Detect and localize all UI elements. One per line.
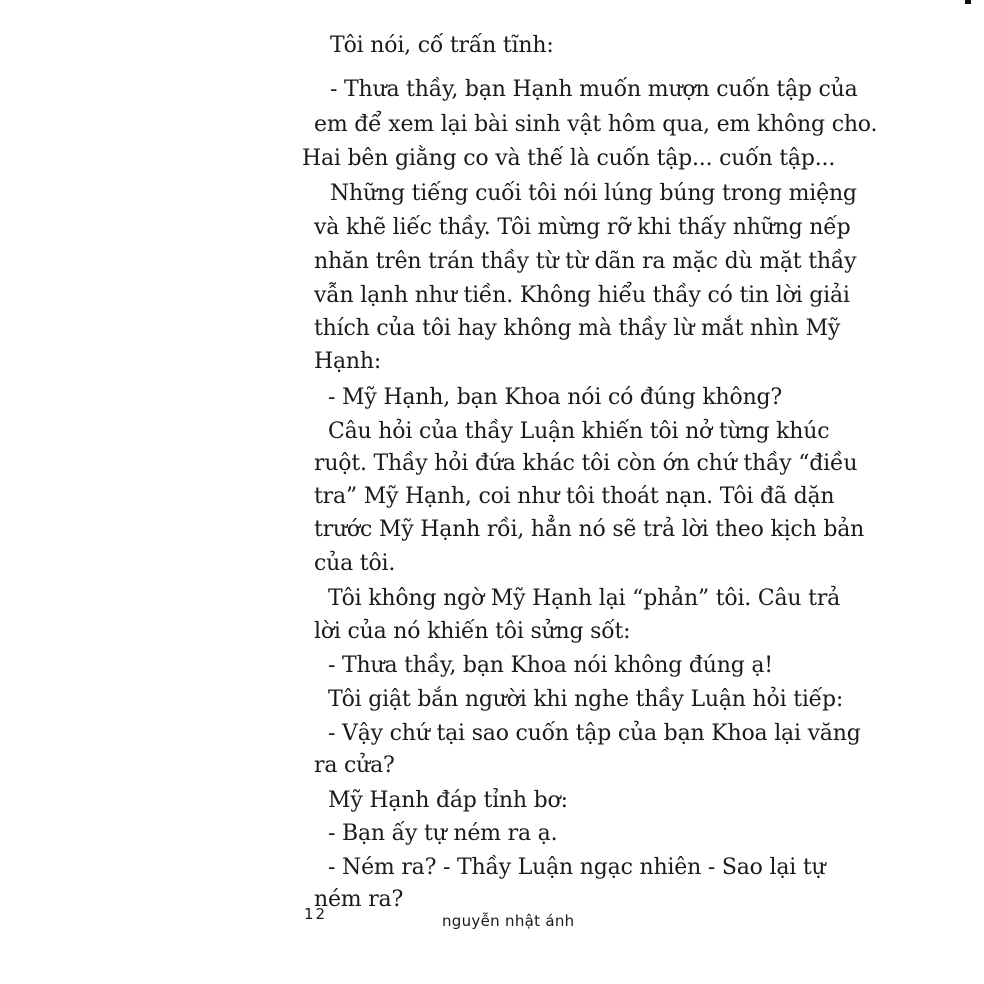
text-line: - Vậy chứ tại sao cuốn tập của bạn Khoa lại văng bbox=[328, 721, 861, 746]
text-line: lời của nó khiến tôi sửng sốt: bbox=[314, 619, 631, 644]
text-line: - Thưa thầy, bạn Hạnh muốn mượn cuốn tập của bbox=[330, 77, 858, 102]
text-line: - Mỹ Hạnh, bạn Khoa nói có đúng không? bbox=[328, 385, 783, 410]
text-line: thích của tôi hay không mà thầy lừ mắt nhìn Mỹ bbox=[314, 316, 841, 341]
text-line: - Thưa thầy, bạn Khoa nói không đúng ạ! bbox=[328, 653, 773, 678]
text-line: Hai bên giằng co và thế là cuốn tập... cuốn tập... bbox=[302, 146, 836, 171]
text-line: Mỹ Hạnh đáp tỉnh bơ: bbox=[328, 788, 568, 813]
text-line: - Ném ra? - Thầy Luận ngạc nhiên - Sao lại tự bbox=[328, 855, 826, 880]
text-line: em để xem lại bài sinh vật hôm qua, em không cho. bbox=[314, 112, 878, 137]
text-line: ném ra? bbox=[314, 887, 404, 912]
text-line: ra cửa? bbox=[314, 753, 395, 778]
scan-corner-mark bbox=[965, 0, 971, 4]
text-line: Tôi giật bắn người khi nghe thầy Luận hỏi tiếp: bbox=[328, 687, 844, 712]
text-line: tra” Mỹ Hạnh, coi như tôi thoát nạn. Tôi đã dặn bbox=[314, 484, 835, 509]
text-line: Hạnh: bbox=[314, 349, 382, 374]
text-line: Tôi không ngờ Mỹ Hạnh lại “phản” tôi. Câu trả bbox=[328, 586, 841, 611]
text-line: Câu hỏi của thầy Luận khiến tôi nở từng khúc bbox=[328, 419, 830, 444]
text-line: ruột. Thầy hỏi đứa khác tôi còn ớn chứ thầy “điều bbox=[314, 451, 858, 476]
text-line: Tôi nói, cố trấn tĩnh: bbox=[330, 33, 554, 58]
text-line: vẫn lạnh như tiền. Không hiểu thầy có tin lời giải bbox=[314, 283, 850, 308]
page-number: 12 bbox=[304, 905, 328, 923]
text-line: nhăn trên trán thầy từ từ dãn ra mặc dù mặt thầy bbox=[314, 249, 857, 274]
text-line: trước Mỹ Hạnh rồi, hẳn nó sẽ trả lời theo kịch bản bbox=[314, 517, 865, 542]
text-line: và khẽ liếc thầy. Tôi mừng rỡ khi thấy những nếp bbox=[314, 215, 851, 240]
running-footer-author: nguyễn nhật ánh bbox=[442, 912, 575, 930]
text-line: - Bạn ấy tự ném ra ạ. bbox=[328, 821, 558, 846]
text-line: của tôi. bbox=[314, 551, 396, 576]
text-line: Những tiếng cuối tôi nói lúng búng trong miệng bbox=[330, 181, 857, 206]
